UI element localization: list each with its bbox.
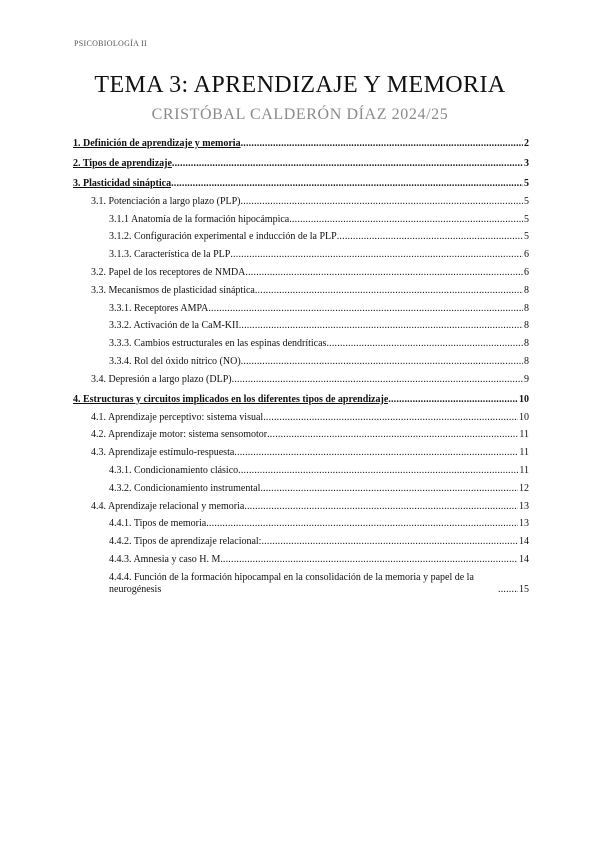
toc-dot-leader — [238, 465, 518, 477]
toc-entry[interactable] — [73, 447, 529, 459]
toc-page-number: 15 — [519, 583, 529, 595]
toc-entry[interactable] — [73, 572, 529, 596]
toc-entry-title[interactable]: 4.4.4. Función de la formación hipocampal en la consolidación de la memoria y papel de la neurogénesis — [109, 571, 474, 595]
toc-entry[interactable] — [73, 285, 529, 297]
toc-entry[interactable] — [73, 374, 529, 386]
toc-entry-title[interactable]: 2. Tipos de aprendizaje — [73, 158, 172, 169]
toc-entry-title[interactable]: 3.3. Mecanismos de plasticidad sináptica — [91, 284, 255, 296]
toc-entry-title[interactable]: 3.1.3. Característica de la PLP — [109, 249, 231, 261]
toc-dot-leader — [241, 196, 523, 208]
toc-dot-leader — [388, 394, 518, 406]
toc-entry-title[interactable]: 4.2. Aprendizaje motor: sistema sensomotor — [91, 429, 268, 441]
toc-dot-leader — [234, 447, 518, 459]
toc-entry-title[interactable]: 3.2. Papel de los receptores de NMDA — [91, 266, 246, 278]
toc-page-number: 13 — [519, 500, 529, 512]
toc-page-number: 12 — [519, 482, 529, 494]
toc-dot-leader — [223, 554, 518, 566]
toc-entry-title[interactable]: 3.4. Depresión a largo plazo (DLP) — [91, 373, 232, 385]
toc-page-number: 9 — [524, 373, 529, 385]
toc-page-number: 14 — [519, 553, 529, 565]
toc-entry[interactable] — [73, 518, 529, 530]
toc-entry[interactable] — [73, 158, 529, 170]
toc-dot-leader — [498, 584, 518, 596]
toc-page-number: 10 — [519, 393, 529, 405]
toc-entry-title[interactable]: 4.4.3. Amnesia y caso H. M. — [109, 553, 223, 565]
toc-page-number: 5 — [524, 231, 529, 243]
toc-entry[interactable] — [73, 214, 529, 226]
toc-page-number: 14 — [519, 536, 529, 548]
toc-entry-title[interactable]: 4.1. Aprendizaje perceptivo: sistema visual — [91, 411, 264, 423]
toc-page-number: 6 — [524, 266, 529, 278]
toc-dot-leader — [241, 138, 523, 150]
toc-dot-leader — [260, 483, 518, 495]
toc-dot-leader — [261, 536, 518, 548]
toc-entry[interactable] — [73, 429, 529, 441]
toc-dot-leader — [172, 158, 523, 170]
toc-page-number: 5 — [524, 195, 529, 207]
toc-page-number: 13 — [519, 518, 529, 530]
document-subtitle: CRISTÓBAL CALDERÓN DÍAZ 2024/25 — [151, 106, 449, 123]
toc-entry[interactable] — [73, 483, 529, 495]
course-header-label: PSICOBIOLOGÍA II — [74, 39, 148, 48]
toc-entry[interactable] — [73, 412, 529, 424]
toc-dot-leader — [171, 178, 523, 190]
toc-dot-leader — [241, 356, 523, 368]
toc-entry-title[interactable]: 3. Plasticidad sináptica — [73, 178, 172, 189]
toc-entry[interactable] — [73, 267, 529, 279]
toc-entry[interactable] — [73, 138, 529, 150]
toc-dot-leader — [206, 518, 518, 530]
toc-page-number: 11 — [519, 429, 529, 441]
toc-page-number: 2 — [524, 138, 529, 149]
toc-entry-title[interactable]: 4.4. Aprendizaje relacional y memoria — [91, 500, 245, 512]
toc-dot-leader — [232, 374, 523, 386]
toc-entry-title[interactable]: 4.3. Aprendizaje estímulo-respuesta — [91, 447, 235, 459]
toc-page-number: 8 — [524, 302, 529, 314]
toc-dot-leader — [326, 338, 523, 350]
toc-entry-title[interactable]: 3.1. Potenciación a largo plazo (PLP) — [91, 195, 241, 207]
toc-entry[interactable] — [73, 394, 529, 406]
toc-dot-leader — [267, 429, 518, 441]
toc-page-number: 5 — [524, 178, 529, 189]
toc-entry-title[interactable]: 4.3.2. Condicionamiento instrumental — [109, 482, 261, 494]
toc-dot-leader — [255, 285, 523, 297]
toc-dot-leader — [239, 320, 523, 332]
toc-entry-title[interactable]: 3.1.2. Configuración experimental e inducción de la PLP — [109, 231, 337, 243]
toc-entry-title[interactable]: 3.1.1 Anatomía de la formación hipocámpica — [109, 213, 290, 225]
toc-page-number: 11 — [519, 464, 529, 476]
toc-entry-title[interactable]: 3.3.4. Rol del óxido nítrico (NO) — [109, 355, 241, 367]
toc-page-number: 8 — [524, 320, 529, 332]
toc-dot-leader — [337, 231, 523, 243]
document-title: TEMA 3: APRENDIZAJE Y MEMORIA — [94, 72, 506, 98]
toc-entry[interactable] — [73, 196, 529, 208]
toc-entry[interactable] — [73, 320, 529, 332]
toc-entry[interactable] — [73, 356, 529, 368]
toc-page-number: 3 — [524, 158, 529, 169]
toc-entry-title[interactable]: 4.4.1. Tipos de memoria — [109, 518, 207, 530]
toc-entry[interactable] — [73, 249, 529, 261]
toc-entry[interactable] — [73, 178, 529, 190]
toc-entry-title[interactable]: 3.3.2. Activación de la CaM-KII — [109, 320, 239, 332]
toc-entry-title[interactable]: 1. Definición de aprendizaje y memoria — [73, 138, 241, 149]
toc-dot-leader — [230, 249, 523, 261]
toc-dot-leader — [245, 267, 523, 279]
toc-page-number: 8 — [524, 355, 529, 367]
toc-page-number: 5 — [524, 213, 529, 225]
toc-entry-title[interactable]: 3.3.3. Cambios estructurales en las espinas dendríticas — [109, 338, 327, 350]
toc-page-number: 8 — [524, 284, 529, 296]
toc-entry-title[interactable]: 4.4.2. Tipos de aprendizaje relacional: — [109, 536, 262, 548]
toc-page-number: 6 — [524, 249, 529, 261]
toc-page-number: 11 — [519, 447, 529, 459]
toc-entry[interactable] — [73, 501, 529, 513]
toc-entry-title[interactable]: 3.3.1. Receptores AMPA — [109, 302, 209, 314]
toc-dot-leader — [208, 303, 523, 315]
toc-page-number: 8 — [524, 338, 529, 350]
toc-entry[interactable] — [73, 465, 529, 477]
toc-page-number: 10 — [519, 411, 529, 423]
toc-entry[interactable] — [73, 338, 529, 350]
toc-entry[interactable] — [73, 554, 529, 566]
toc-dot-leader — [263, 412, 518, 424]
toc-entry-title[interactable]: 4. Estructuras y circuitos implicados en los diferentes tipos de aprendizaje — [73, 393, 389, 405]
toc-entry-title[interactable]: 4.3.1. Condicionamiento clásico — [109, 464, 239, 476]
toc-dot-leader — [244, 501, 518, 513]
toc-entry[interactable] — [73, 536, 529, 548]
toc-entry[interactable] — [73, 303, 529, 315]
table-of-contents — [73, 138, 529, 596]
toc-dot-leader — [289, 214, 523, 226]
toc-entry[interactable] — [73, 231, 529, 243]
